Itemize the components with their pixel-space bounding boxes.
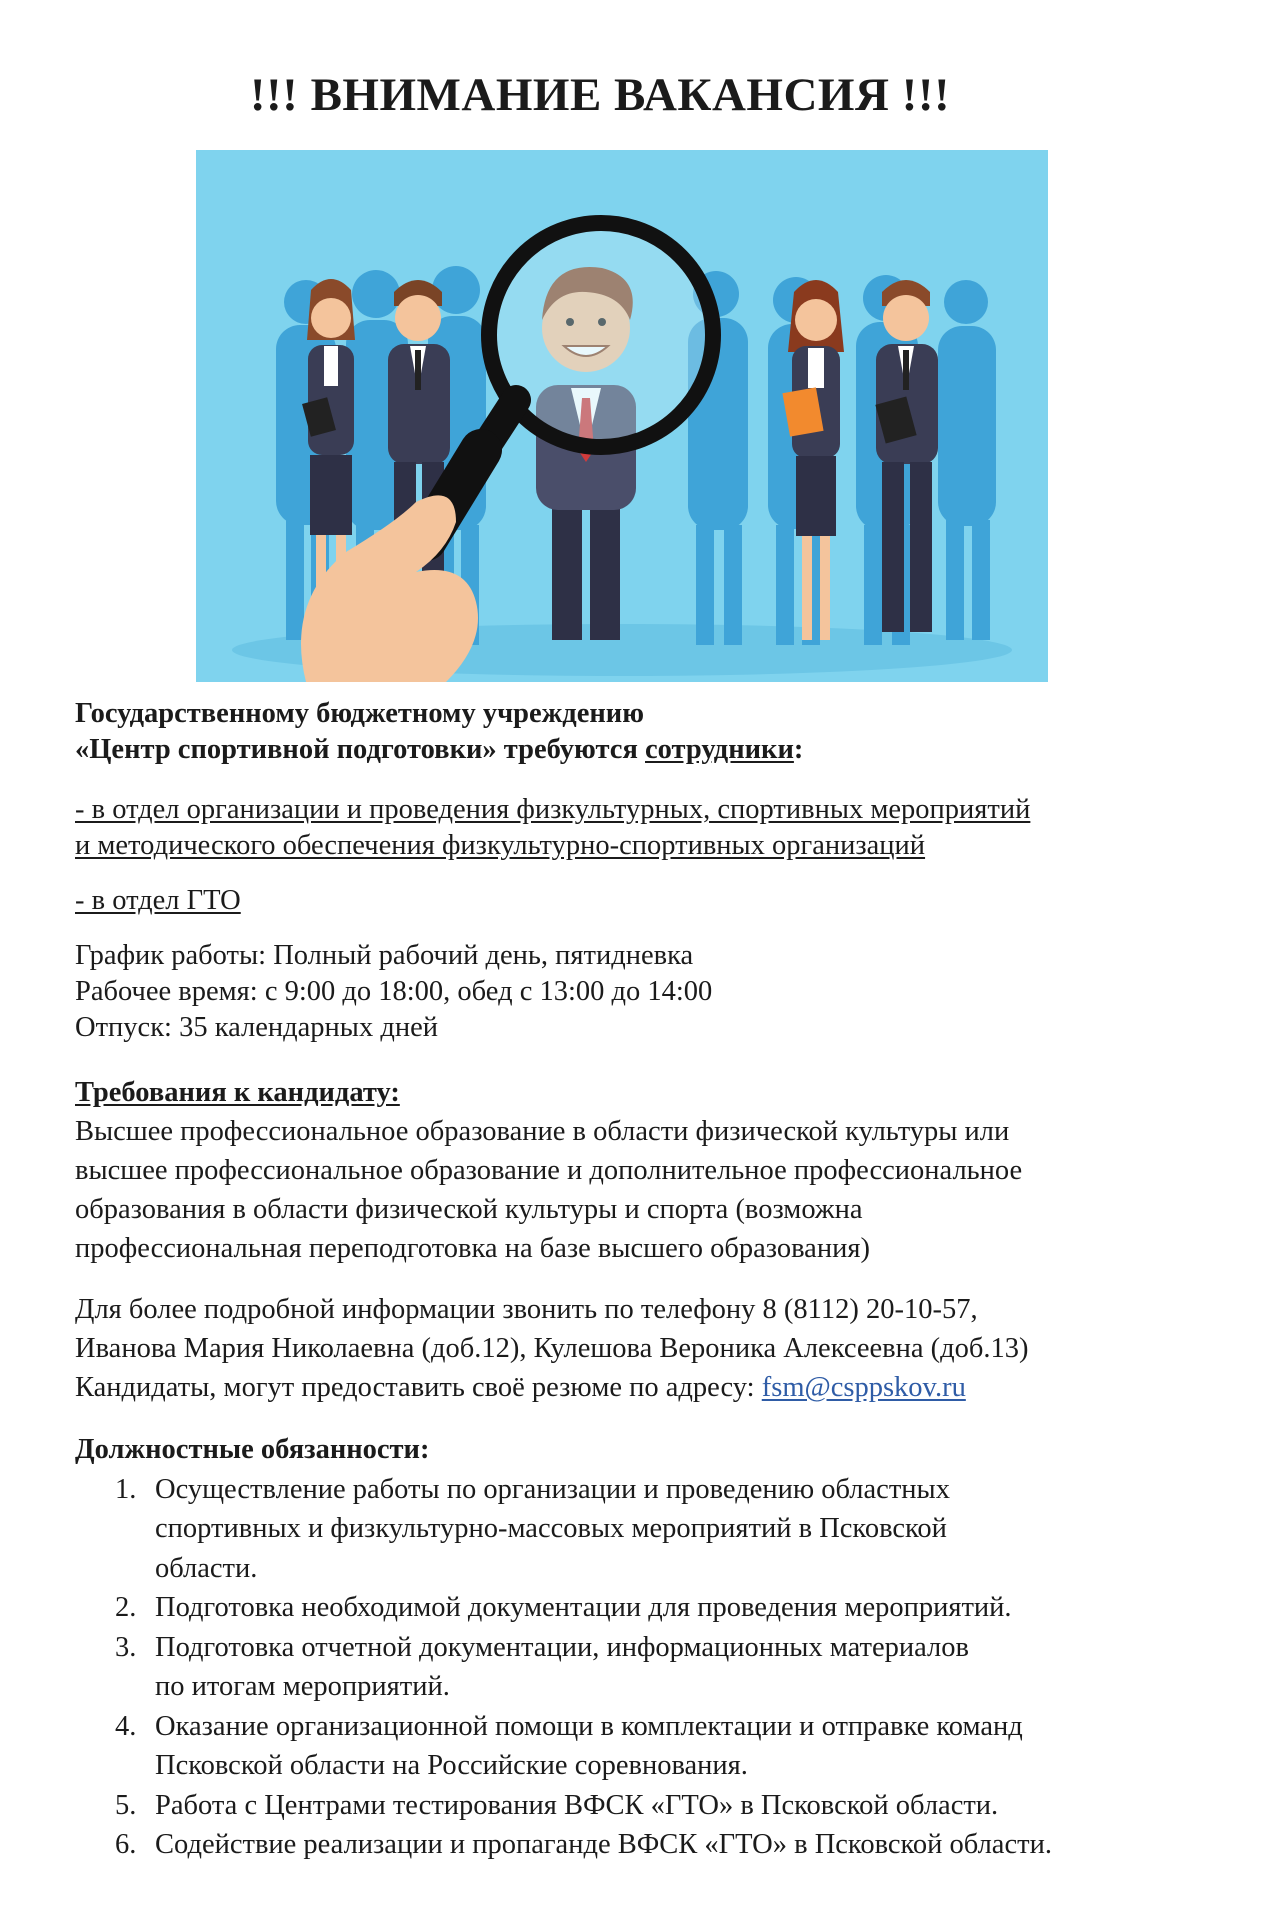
list-item xyxy=(75,1588,1195,1628)
list-item-line: Псковской области на Российские соревнования. xyxy=(155,1750,748,1781)
contacts-resume-prefix: Кандидаты, могут предоставить своё резюме по адресу: xyxy=(75,1372,762,1403)
list-item-number: 2. xyxy=(115,1592,137,1623)
requirements-line-1: Высшее профессиональное образование в области физической культуры или xyxy=(75,1116,1010,1147)
list-item xyxy=(75,1825,1195,1865)
requirements-line-2: высшее профессиональное образование и дополнительное профессиональное xyxy=(75,1155,1023,1186)
email-link[interactable]: fsm@csppskov.ru xyxy=(761,1372,966,1403)
duties-block xyxy=(75,1430,1195,1865)
requirements-line-4: профессиональная переподготовка на базе высшего образования) xyxy=(75,1233,870,1264)
duties-list xyxy=(75,1470,1195,1865)
list-item-line: области. xyxy=(155,1552,258,1584)
hero-illustration xyxy=(196,150,1048,682)
requirements-block xyxy=(75,1073,1195,1268)
list-item-line: Работа с Центрами тестирования ВФСК «ГТО» в Псковской области. xyxy=(155,1789,999,1821)
intro-staff-word: сотрудники xyxy=(645,734,794,765)
work-hours: Рабочее время: с 9:00 до 18:00, обед с 13:00 до 14:00 xyxy=(75,976,713,1007)
list-item-number: 4. xyxy=(115,1710,137,1742)
list-item-line: Подготовка необходимой документации для проведения мероприятий. xyxy=(155,1592,1012,1623)
department-1 xyxy=(75,792,1195,864)
intro-line-2-suffix: : xyxy=(793,734,804,765)
duties-heading: Должностные обязанности: xyxy=(75,1434,430,1465)
contacts-phone: Для более подробной информации звонить по телефону 8 (8112) 20-10-57, xyxy=(75,1294,978,1325)
work-schedule: График работы: Полный рабочий день, пятидневка xyxy=(75,940,694,971)
list-item-number: 3. xyxy=(115,1631,137,1663)
contacts-persons: Иванова Мария Николаевна (доб.12), Кулешова Вероника Алексеевна (доб.13) xyxy=(75,1333,1029,1364)
vacation: Отпуск: 35 календарных дней xyxy=(75,1012,438,1043)
list-item-line: по итогам мероприятий. xyxy=(155,1671,450,1702)
intro-line-1: Государственному бюджетному учреждению xyxy=(75,698,644,729)
page-title: !!! ВНИМАНИЕ ВАКАНСИЯ !!! xyxy=(249,69,951,121)
list-item-line: Осуществление работы по организации и проведению областных xyxy=(155,1473,950,1505)
list-item xyxy=(75,1786,1195,1826)
requirements-heading: Требования к кандидату: xyxy=(75,1077,400,1108)
list-item-line: Содействие реализации и пропаганде ВФСК «ГТО» в Псковской области. xyxy=(155,1829,1052,1860)
list-item-number: 5. xyxy=(115,1789,137,1821)
list-item xyxy=(75,1470,1195,1589)
list-item-line: Оказание организационной помощи в комплектации и отправке команд xyxy=(155,1710,1023,1742)
list-item xyxy=(75,1707,1195,1786)
department-1-line-2: и методического обеспечения физкультурно-спортивных организаций xyxy=(75,830,926,861)
list-item xyxy=(75,1628,1195,1707)
list-item-number: 1. xyxy=(115,1473,137,1505)
contacts-block xyxy=(75,1290,1195,1407)
department-2: - в отдел ГТО xyxy=(75,885,241,916)
intro-line-2-prefix: «Центр спортивной подготовки» требуются xyxy=(75,734,645,765)
requirements-line-3: образования в области физической культуры и спорта (возможна xyxy=(75,1194,863,1225)
department-1-line-1: - в отдел организации и проведения физкультурных, спортивных мероприятий xyxy=(75,794,1031,825)
schedule-block xyxy=(75,938,1195,1046)
intro-line-2 xyxy=(75,732,1195,768)
list-item-number: 6. xyxy=(115,1829,137,1860)
list-item-line: спортивных и физкультурно-массовых мероприятий в Псковской xyxy=(155,1513,947,1544)
contacts-resume xyxy=(75,1368,1195,1407)
intro-block xyxy=(75,696,1195,768)
list-item-line: Подготовка отчетной документации, информационных материалов xyxy=(155,1631,969,1663)
